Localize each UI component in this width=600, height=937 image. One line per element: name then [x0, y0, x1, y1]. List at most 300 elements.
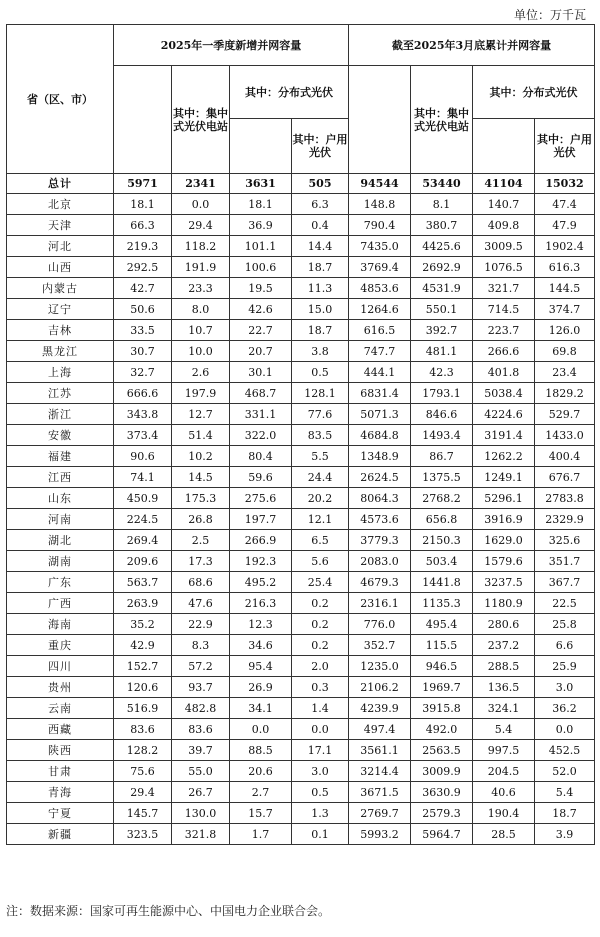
table-row: [7, 488, 595, 509]
value-cell: 145.7: [114, 803, 172, 824]
value-cell: 1375.5: [411, 467, 473, 488]
value-cell: 12.7: [172, 404, 230, 425]
value-cell: 497.4: [349, 719, 411, 740]
value-cell: 83.5: [292, 425, 349, 446]
value-cell: 3769.4: [349, 257, 411, 278]
value-cell: 275.6: [230, 488, 292, 509]
value-cell: 5296.1: [473, 488, 535, 509]
value-cell: 3561.1: [349, 740, 411, 761]
value-cell: 2624.5: [349, 467, 411, 488]
value-cell: 331.1: [230, 404, 292, 425]
value-cell: 5038.4: [473, 383, 535, 404]
value-cell: 4853.6: [349, 278, 411, 299]
value-cell: 42.9: [114, 635, 172, 656]
value-cell: 714.5: [473, 299, 535, 320]
value-cell: 263.9: [114, 593, 172, 614]
value-cell: 2150.3: [411, 530, 473, 551]
province-cell: 新疆: [7, 824, 114, 845]
table-row: [7, 614, 595, 635]
value-cell: 4425.6: [411, 236, 473, 257]
value-cell: 323.5: [114, 824, 172, 845]
value-cell: 20.7: [230, 341, 292, 362]
value-cell: 0.2: [292, 593, 349, 614]
province-cell: 黑龙江: [7, 341, 114, 362]
value-cell: 2783.8: [535, 488, 595, 509]
value-cell: 321.8: [172, 824, 230, 845]
value-cell: 22.9: [172, 614, 230, 635]
value-cell: 101.1: [230, 236, 292, 257]
value-cell: 616.5: [349, 320, 411, 341]
province-cell: 甘肃: [7, 761, 114, 782]
value-cell: 3630.9: [411, 782, 473, 803]
table-row: [7, 719, 595, 740]
value-cell: 74.1: [114, 467, 172, 488]
province-cell: 广西: [7, 593, 114, 614]
value-cell: 367.7: [535, 572, 595, 593]
value-cell: 34.1: [230, 698, 292, 719]
value-cell: 563.7: [114, 572, 172, 593]
value-cell: 5.6: [292, 551, 349, 572]
value-cell: 1493.4: [411, 425, 473, 446]
value-cell: 100.6: [230, 257, 292, 278]
value-cell: 80.4: [230, 446, 292, 467]
value-cell: 42.7: [114, 278, 172, 299]
value-cell: 75.6: [114, 761, 172, 782]
value-cell: 2692.9: [411, 257, 473, 278]
value-cell: 529.7: [535, 404, 595, 425]
province-cell: 安徽: [7, 425, 114, 446]
value-cell: 3631: [230, 174, 292, 194]
value-cell: 192.3: [230, 551, 292, 572]
table-row: [7, 467, 595, 488]
value-cell: 1264.6: [349, 299, 411, 320]
value-cell: 219.3: [114, 236, 172, 257]
value-cell: 0.0: [535, 719, 595, 740]
value-cell: 90.6: [114, 446, 172, 467]
value-cell: 36.2: [535, 698, 595, 719]
value-cell: 190.4: [473, 803, 535, 824]
table-row: [7, 278, 595, 299]
value-cell: 324.1: [473, 698, 535, 719]
value-cell: 29.4: [114, 782, 172, 803]
table-row: [7, 551, 595, 572]
value-cell: 6831.4: [349, 383, 411, 404]
value-cell: 12.3: [230, 614, 292, 635]
value-cell: 452.5: [535, 740, 595, 761]
value-cell: 400.4: [535, 446, 595, 467]
value-cell: 997.5: [473, 740, 535, 761]
value-cell: 0.2: [292, 614, 349, 635]
value-cell: 18.7: [292, 257, 349, 278]
value-cell: 59.6: [230, 467, 292, 488]
value-cell: 6.5: [292, 530, 349, 551]
value-cell: 444.1: [349, 362, 411, 383]
value-cell: 482.8: [172, 698, 230, 719]
province-cell: 四川: [7, 656, 114, 677]
value-cell: 26.9: [230, 677, 292, 698]
value-cell: 93.7: [172, 677, 230, 698]
value-cell: 28.5: [473, 824, 535, 845]
value-cell: 197.7: [230, 509, 292, 530]
table-row: [7, 572, 595, 593]
province-cell: 浙江: [7, 404, 114, 425]
value-cell: 3915.8: [411, 698, 473, 719]
header-cum-distributed: 其中：分布式光伏: [473, 66, 595, 119]
value-cell: 3214.4: [349, 761, 411, 782]
value-cell: 409.8: [473, 215, 535, 236]
value-cell: 18.7: [292, 320, 349, 341]
value-cell: 8.3: [172, 635, 230, 656]
header-cum-total: [349, 66, 411, 174]
province-cell: 海南: [7, 614, 114, 635]
province-cell: 福建: [7, 446, 114, 467]
table-row: [7, 194, 595, 215]
value-cell: 0.1: [292, 824, 349, 845]
table-row: [7, 803, 595, 824]
table-row: [7, 761, 595, 782]
value-cell: 1262.2: [473, 446, 535, 467]
table-row: [7, 446, 595, 467]
value-cell: 34.6: [230, 635, 292, 656]
value-cell: 380.7: [411, 215, 473, 236]
province-cell: 河北: [7, 236, 114, 257]
value-cell: 3916.9: [473, 509, 535, 530]
value-cell: 40.6: [473, 782, 535, 803]
value-cell: 1.7: [230, 824, 292, 845]
province-cell: 云南: [7, 698, 114, 719]
value-cell: 2.7: [230, 782, 292, 803]
value-cell: 2.5: [172, 530, 230, 551]
table-row: [7, 425, 595, 446]
value-cell: 5071.3: [349, 404, 411, 425]
value-cell: 30.1: [230, 362, 292, 383]
value-cell: 18.1: [230, 194, 292, 215]
value-cell: 47.4: [535, 194, 595, 215]
value-cell: 322.0: [230, 425, 292, 446]
source-note: 注：数据来源：国家可再生能源中心、中国电力企业联合会。: [6, 904, 331, 918]
value-cell: 1433.0: [535, 425, 595, 446]
value-cell: 15.7: [230, 803, 292, 824]
value-cell: 481.1: [411, 341, 473, 362]
value-cell: 29.4: [172, 215, 230, 236]
value-cell: 128.1: [292, 383, 349, 404]
value-cell: 51.4: [172, 425, 230, 446]
province-cell: 北京: [7, 194, 114, 215]
province-cell: 山西: [7, 257, 114, 278]
value-cell: 0.2: [292, 635, 349, 656]
value-cell: 8.1: [411, 194, 473, 215]
value-cell: 846.6: [411, 404, 473, 425]
value-cell: 25.4: [292, 572, 349, 593]
value-cell: 26.7: [172, 782, 230, 803]
value-cell: 492.0: [411, 719, 473, 740]
value-cell: 343.8: [114, 404, 172, 425]
value-cell: 126.0: [535, 320, 595, 341]
value-cell: 503.4: [411, 551, 473, 572]
value-cell: 0.0: [172, 194, 230, 215]
province-cell: 吉林: [7, 320, 114, 341]
province-cell: 辽宁: [7, 299, 114, 320]
value-cell: 17.1: [292, 740, 349, 761]
value-cell: 8064.3: [349, 488, 411, 509]
table-row: [7, 404, 595, 425]
value-cell: 3009.5: [473, 236, 535, 257]
value-cell: 1.3: [292, 803, 349, 824]
value-cell: 505: [292, 174, 349, 194]
province-cell: 总计: [7, 174, 114, 194]
value-cell: 41104: [473, 174, 535, 194]
value-cell: 10.2: [172, 446, 230, 467]
value-cell: 373.4: [114, 425, 172, 446]
value-cell: 351.7: [535, 551, 595, 572]
value-cell: 11.3: [292, 278, 349, 299]
value-cell: 2316.1: [349, 593, 411, 614]
province-cell: 湖南: [7, 551, 114, 572]
value-cell: 20.6: [230, 761, 292, 782]
value-cell: 269.4: [114, 530, 172, 551]
value-cell: 15032: [535, 174, 595, 194]
value-cell: 5971: [114, 174, 172, 194]
province-cell: 陕西: [7, 740, 114, 761]
value-cell: 30.7: [114, 341, 172, 362]
value-cell: 10.0: [172, 341, 230, 362]
table-row: [7, 236, 595, 257]
value-cell: 10.7: [172, 320, 230, 341]
value-cell: 152.7: [114, 656, 172, 677]
province-cell: 天津: [7, 215, 114, 236]
province-cell: 江西: [7, 467, 114, 488]
value-cell: 224.5: [114, 509, 172, 530]
value-cell: 237.2: [473, 635, 535, 656]
value-cell: 2.0: [292, 656, 349, 677]
value-cell: 2341: [172, 174, 230, 194]
value-cell: 2329.9: [535, 509, 595, 530]
value-cell: 18.7: [535, 803, 595, 824]
value-cell: 5993.2: [349, 824, 411, 845]
value-cell: 288.5: [473, 656, 535, 677]
value-cell: 666.6: [114, 383, 172, 404]
table-row: [7, 509, 595, 530]
value-cell: 148.8: [349, 194, 411, 215]
value-cell: 35.2: [114, 614, 172, 635]
value-cell: 516.9: [114, 698, 172, 719]
table-row: [7, 593, 595, 614]
province-cell: 湖北: [7, 530, 114, 551]
value-cell: 136.5: [473, 677, 535, 698]
value-cell: 24.4: [292, 467, 349, 488]
province-cell: 西藏: [7, 719, 114, 740]
value-cell: 321.7: [473, 278, 535, 299]
value-cell: 25.9: [535, 656, 595, 677]
value-cell: 1235.0: [349, 656, 411, 677]
value-cell: 3191.4: [473, 425, 535, 446]
value-cell: 4531.9: [411, 278, 473, 299]
value-cell: 3.0: [535, 677, 595, 698]
value-cell: 15.0: [292, 299, 349, 320]
table-row: [7, 320, 595, 341]
value-cell: 8.0: [172, 299, 230, 320]
value-cell: 4239.9: [349, 698, 411, 719]
value-cell: 25.8: [535, 614, 595, 635]
table-row: [7, 362, 595, 383]
province-cell: 上海: [7, 362, 114, 383]
value-cell: 69.8: [535, 341, 595, 362]
value-cell: 1902.4: [535, 236, 595, 257]
value-cell: 1793.1: [411, 383, 473, 404]
value-cell: 52.0: [535, 761, 595, 782]
value-cell: 53440: [411, 174, 473, 194]
table-row: [7, 782, 595, 803]
value-cell: 656.8: [411, 509, 473, 530]
value-cell: 325.6: [535, 530, 595, 551]
table-row: [7, 215, 595, 236]
value-cell: 2106.2: [349, 677, 411, 698]
value-cell: 39.7: [172, 740, 230, 761]
value-cell: 83.6: [172, 719, 230, 740]
province-cell: 重庆: [7, 635, 114, 656]
value-cell: 0.5: [292, 782, 349, 803]
value-cell: 392.7: [411, 320, 473, 341]
value-cell: 18.1: [114, 194, 172, 215]
table-row: [7, 656, 595, 677]
value-cell: 0.3: [292, 677, 349, 698]
value-cell: 352.7: [349, 635, 411, 656]
value-cell: 94544: [349, 174, 411, 194]
value-cell: 2083.0: [349, 551, 411, 572]
value-cell: 120.6: [114, 677, 172, 698]
header-cum-centralized: 其中：集中式光伏电站: [411, 66, 473, 174]
table-row: [7, 635, 595, 656]
header-province: 省（区、市）: [7, 25, 114, 174]
table-row: [7, 383, 595, 404]
value-cell: 2768.2: [411, 488, 473, 509]
value-cell: 223.7: [473, 320, 535, 341]
value-cell: 33.5: [114, 320, 172, 341]
value-cell: 6.3: [292, 194, 349, 215]
value-cell: 450.9: [114, 488, 172, 509]
value-cell: 50.6: [114, 299, 172, 320]
value-cell: 1579.6: [473, 551, 535, 572]
value-cell: 140.7: [473, 194, 535, 215]
value-cell: 55.0: [172, 761, 230, 782]
table-row: [7, 824, 595, 845]
table-row: [7, 530, 595, 551]
value-cell: 6.6: [535, 635, 595, 656]
value-cell: 3237.5: [473, 572, 535, 593]
value-cell: 115.5: [411, 635, 473, 656]
value-cell: 5.4: [535, 782, 595, 803]
value-cell: 5964.7: [411, 824, 473, 845]
header-q1-distributed-total: [230, 119, 292, 174]
value-cell: 7435.0: [349, 236, 411, 257]
value-cell: 5.5: [292, 446, 349, 467]
province-cell: 广东: [7, 572, 114, 593]
header-cum-distributed-total: [473, 119, 535, 174]
table-row: [7, 341, 595, 362]
value-cell: 1076.5: [473, 257, 535, 278]
province-cell: 贵州: [7, 677, 114, 698]
value-cell: 68.6: [172, 572, 230, 593]
value-cell: 3.8: [292, 341, 349, 362]
value-cell: 197.9: [172, 383, 230, 404]
value-cell: 3779.3: [349, 530, 411, 551]
province-cell: 内蒙古: [7, 278, 114, 299]
value-cell: 83.6: [114, 719, 172, 740]
value-cell: 495.4: [411, 614, 473, 635]
value-cell: 32.7: [114, 362, 172, 383]
table-row: [7, 677, 595, 698]
value-cell: 42.3: [411, 362, 473, 383]
value-cell: 14.4: [292, 236, 349, 257]
value-cell: 676.7: [535, 467, 595, 488]
value-cell: 4679.3: [349, 572, 411, 593]
value-cell: 2.6: [172, 362, 230, 383]
value-cell: 495.2: [230, 572, 292, 593]
value-cell: 36.9: [230, 215, 292, 236]
value-cell: 23.3: [172, 278, 230, 299]
value-cell: 776.0: [349, 614, 411, 635]
value-cell: 4684.8: [349, 425, 411, 446]
value-cell: 26.8: [172, 509, 230, 530]
table-row: [7, 698, 595, 719]
value-cell: 1629.0: [473, 530, 535, 551]
value-cell: 22.5: [535, 593, 595, 614]
header-cumulative: 截至2025年3月底累计并网容量: [349, 25, 595, 66]
province-cell: 山东: [7, 488, 114, 509]
value-cell: 204.5: [473, 761, 535, 782]
value-cell: 86.7: [411, 446, 473, 467]
value-cell: 790.4: [349, 215, 411, 236]
value-cell: 20.2: [292, 488, 349, 509]
value-cell: 42.6: [230, 299, 292, 320]
value-cell: 468.7: [230, 383, 292, 404]
pv-capacity-table: [6, 24, 595, 845]
value-cell: 4573.6: [349, 509, 411, 530]
value-cell: 23.4: [535, 362, 595, 383]
value-cell: 1829.2: [535, 383, 595, 404]
value-cell: 946.5: [411, 656, 473, 677]
value-cell: 1.4: [292, 698, 349, 719]
value-cell: 401.8: [473, 362, 535, 383]
value-cell: 77.6: [292, 404, 349, 425]
value-cell: 1969.7: [411, 677, 473, 698]
value-cell: 118.2: [172, 236, 230, 257]
value-cell: 0.0: [230, 719, 292, 740]
value-cell: 550.1: [411, 299, 473, 320]
value-cell: 1249.1: [473, 467, 535, 488]
value-cell: 12.1: [292, 509, 349, 530]
value-cell: 3009.9: [411, 761, 473, 782]
value-cell: 216.3: [230, 593, 292, 614]
header-q1-household: 其中：户用光伏: [292, 119, 349, 174]
value-cell: 3.9: [535, 824, 595, 845]
header-q1-added: 2025年一季度新增并网容量: [114, 25, 349, 66]
value-cell: 47.6: [172, 593, 230, 614]
value-cell: 280.6: [473, 614, 535, 635]
value-cell: 191.9: [172, 257, 230, 278]
header-q1-total: [114, 66, 172, 174]
value-cell: 1441.8: [411, 572, 473, 593]
value-cell: 17.3: [172, 551, 230, 572]
header-q1-centralized: 其中：集中式光伏电站: [172, 66, 230, 174]
value-cell: 2579.3: [411, 803, 473, 824]
value-cell: 2769.7: [349, 803, 411, 824]
header-q1-distributed: 其中：分布式光伏: [230, 66, 349, 119]
province-cell: 宁夏: [7, 803, 114, 824]
value-cell: 292.5: [114, 257, 172, 278]
value-cell: 14.5: [172, 467, 230, 488]
value-cell: 22.7: [230, 320, 292, 341]
